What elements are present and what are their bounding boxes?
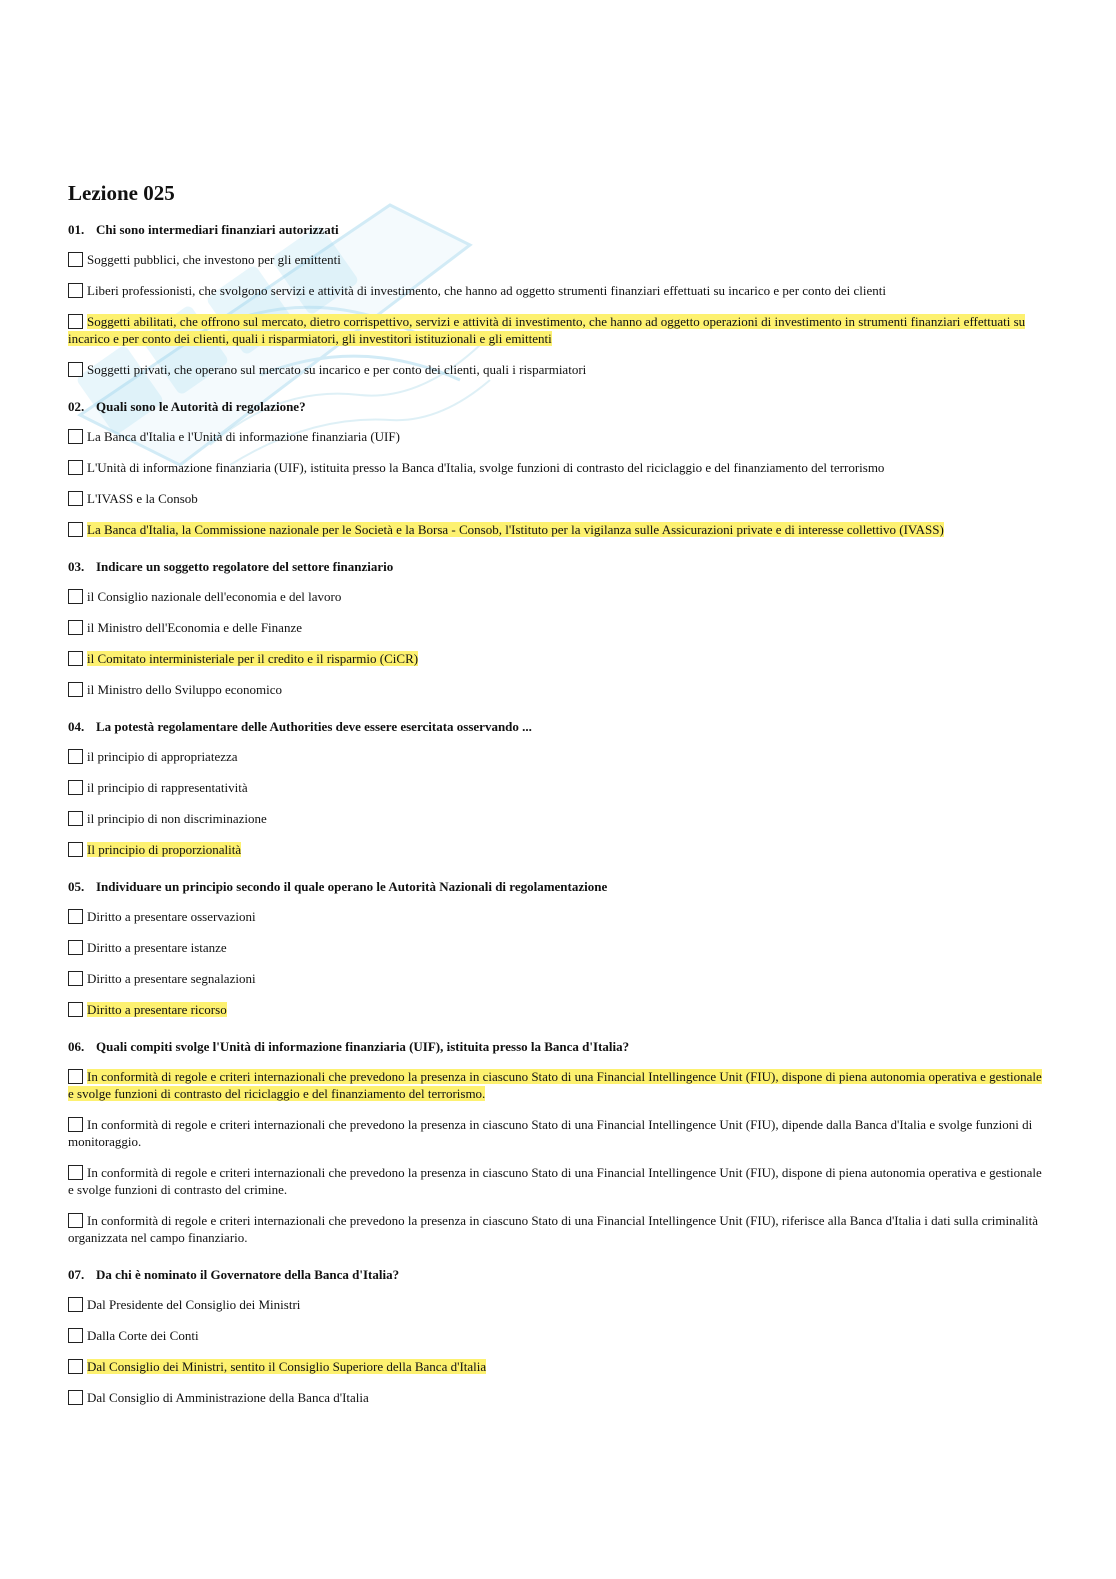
question-number: 07. [68, 1267, 85, 1282]
checkbox[interactable] [68, 1297, 83, 1312]
document-page [68, 178, 1043, 1427]
question-number: 04. [68, 719, 85, 734]
question-number: 01. [68, 222, 85, 237]
question-text: Chi sono intermediari finanziari autorizzati [96, 222, 339, 237]
answer-text: il principio di appropriatezza [87, 749, 238, 764]
question-spacer [68, 872, 1043, 879]
checkbox[interactable] [68, 682, 83, 697]
answer-text: Soggetti abilitati, che offrono sul mercato, dietro corrispettivo, servizi e attività di investimento, che hanno ad oggetto operazioni di investimento in strumenti finanziari effettuati su incarico e per conto dei clienti, quali i risparmiatori, gli investitori istituzionali e gli emittenti [68, 314, 1026, 346]
answer-option [68, 428, 1043, 445]
question-text: Quali compiti svolge l'Unità di informazione finanziaria (UIF), istituita presso la Banca d'Italia? [96, 1039, 630, 1054]
answer-option [68, 681, 1043, 698]
checkbox[interactable] [68, 1165, 83, 1180]
question-text: Da chi è nominato il Governatore della Banca d'Italia? [96, 1267, 400, 1282]
answer-text: il Ministro dello Sviluppo economico [87, 682, 282, 697]
answer-text: Dal Presidente del Consiglio dei Ministri [87, 1297, 301, 1312]
checkbox[interactable] [68, 1328, 83, 1343]
answer-option [68, 908, 1043, 925]
checkbox[interactable] [68, 940, 83, 955]
question-block [68, 399, 1043, 559]
question-spacer [68, 1420, 1043, 1427]
answer-text: il Ministro dell'Economia e delle Finanze [87, 620, 302, 635]
checkbox[interactable] [68, 780, 83, 795]
checkbox[interactable] [68, 1359, 83, 1374]
question-spacer [68, 392, 1043, 399]
answer-option [68, 361, 1043, 378]
question-title [68, 559, 1043, 575]
checkbox[interactable] [68, 1390, 83, 1405]
checkbox[interactable] [68, 589, 83, 604]
answer-option [68, 1116, 1043, 1150]
checkbox[interactable] [68, 252, 83, 267]
answer-option-correct [68, 650, 1043, 667]
answer-option [68, 748, 1043, 765]
answer-option-correct [68, 521, 1043, 538]
answer-option [68, 282, 1043, 299]
answer-option [68, 939, 1043, 956]
answer-text: il Comitato interministeriale per il credito e il risparmio (CiCR) [87, 651, 419, 666]
checkbox[interactable] [68, 522, 83, 537]
question-block [68, 1267, 1043, 1427]
question-block [68, 879, 1043, 1039]
answer-option [68, 459, 1043, 476]
question-number: 05. [68, 879, 85, 894]
question-text: Individuare un principio secondo il quale operano le Autorità Nazionali di regolamentazione [96, 879, 608, 894]
checkbox[interactable] [68, 429, 83, 444]
answer-text: In conformità di regole e criteri internazionali che prevedono la presenza in ciascuno Stato di una Financial Intellingence Unit (FIU), dispone di piena autonomia operativa e gestionale e svolge funzioni di contrasto del riciclaggio e del finanziamento del terrorismo. [68, 1069, 1042, 1101]
question-title [68, 1039, 1043, 1055]
answer-option [68, 1296, 1043, 1313]
question-text: Indicare un soggetto regolatore del settore finanziario [96, 559, 394, 574]
answer-option [68, 779, 1043, 796]
answer-option-correct [68, 1001, 1043, 1018]
question-list [68, 222, 1043, 1427]
answer-option [68, 490, 1043, 507]
answer-text: il Consiglio nazionale dell'economia e del lavoro [87, 589, 342, 604]
answer-option [68, 1212, 1043, 1246]
checkbox[interactable] [68, 749, 83, 764]
checkbox[interactable] [68, 283, 83, 298]
question-spacer [68, 552, 1043, 559]
answer-text: L'Unità di informazione finanziaria (UIF), istituita presso la Banca d'Italia, svolge funzioni di contrasto del riciclaggio e del finanziamento del terrorismo [87, 460, 885, 475]
checkbox[interactable] [68, 651, 83, 666]
question-text: Quali sono le Autorità di regolazione? [96, 399, 306, 414]
answer-text: Diritto a presentare osservazioni [87, 909, 256, 924]
answer-option [68, 588, 1043, 605]
lesson-title: Lezione 025 [68, 181, 175, 205]
answer-option [68, 1164, 1043, 1198]
answer-option [68, 1389, 1043, 1406]
answer-text: Il principio di proporzionalità [87, 842, 242, 857]
question-title [68, 399, 1043, 415]
answer-option [68, 251, 1043, 268]
answer-text: L'IVASS e la Consob [87, 491, 198, 506]
checkbox[interactable] [68, 491, 83, 506]
answer-option-correct [68, 1068, 1043, 1102]
question-title [68, 1267, 1043, 1283]
answer-text: Diritto a presentare segnalazioni [87, 971, 256, 986]
checkbox[interactable] [68, 1117, 83, 1132]
question-number: 03. [68, 559, 85, 574]
answer-text: Diritto a presentare ricorso [87, 1002, 227, 1017]
answer-option [68, 970, 1043, 987]
question-block [68, 559, 1043, 719]
answer-text: Diritto a presentare istanze [87, 940, 227, 955]
question-number: 06. [68, 1039, 85, 1054]
answer-text: Dal Consiglio di Amministrazione della Banca d'Italia [87, 1390, 369, 1405]
answer-option [68, 1327, 1043, 1344]
checkbox[interactable] [68, 362, 83, 377]
answer-text: Dalla Corte dei Conti [87, 1328, 199, 1343]
checkbox[interactable] [68, 909, 83, 924]
checkbox[interactable] [68, 314, 83, 329]
checkbox[interactable] [68, 620, 83, 635]
checkbox[interactable] [68, 1069, 83, 1084]
question-spacer [68, 1260, 1043, 1267]
checkbox[interactable] [68, 842, 83, 857]
answer-text: il principio di rappresentatività [87, 780, 248, 795]
question-block [68, 719, 1043, 879]
checkbox[interactable] [68, 811, 83, 826]
answer-text: il principio di non discriminazione [87, 811, 267, 826]
answer-text: Soggetti pubblici, che investono per gli emittenti [87, 252, 341, 267]
answer-option [68, 810, 1043, 827]
answer-text: La Banca d'Italia, la Commissione nazionale per le Società e la Borsa - Consob, l'Istituto per la vigilanza sulle Assicurazioni private e di interesse collettivo (IVASS) [87, 522, 944, 537]
answer-text: Dal Consiglio dei Ministri, sentito il Consiglio Superiore della Banca d'Italia [87, 1359, 487, 1374]
question-title [68, 222, 1043, 238]
answer-option-correct [68, 1358, 1043, 1375]
question-block [68, 1039, 1043, 1267]
question-title [68, 879, 1043, 895]
answer-text: In conformità di regole e criteri internazionali che prevedono la presenza in ciascuno Stato di una Financial Intellingence Unit (FIU), dispone di piena autonomia operativa e gestionale e svolge funzioni di contrasto del crimine. [68, 1165, 1042, 1197]
question-block [68, 222, 1043, 399]
answer-text: La Banca d'Italia e l'Unità di informazione finanziaria (UIF) [87, 429, 400, 444]
answer-option-correct [68, 313, 1043, 347]
answer-option-correct [68, 841, 1043, 858]
checkbox[interactable] [68, 971, 83, 986]
checkbox[interactable] [68, 1213, 83, 1228]
question-spacer [68, 1032, 1043, 1039]
answer-text: Soggetti privati, che operano sul mercato su incarico e per conto dei clienti, quali i risparmiatori [87, 362, 587, 377]
checkbox[interactable] [68, 1002, 83, 1017]
answer-option [68, 619, 1043, 636]
question-spacer [68, 712, 1043, 719]
question-text: La potestà regolamentare delle Authorities deve essere esercitata osservando ... [96, 719, 532, 734]
answer-text: In conformità di regole e criteri internazionali che prevedono la presenza in ciascuno Stato di una Financial Intellingence Unit (FIU), riferisce alla Banca d'Italia i dati sulla criminalità organizzata nel campo finanziario. [68, 1213, 1038, 1245]
checkbox[interactable] [68, 460, 83, 475]
question-title [68, 719, 1043, 735]
answer-text: In conformità di regole e criteri internazionali che prevedono la presenza in ciascuno Stato di una Financial Intellingence Unit (FIU), dipende dalla Banca d'Italia e svolge funzioni di monitoraggio. [68, 1117, 1033, 1149]
answer-text: Liberi professionisti, che svolgono servizi e attività di investimento, che hanno ad oggetto strumenti finanziari effettuati su incarico e per conto dei clienti [87, 283, 887, 298]
question-number: 02. [68, 399, 85, 414]
